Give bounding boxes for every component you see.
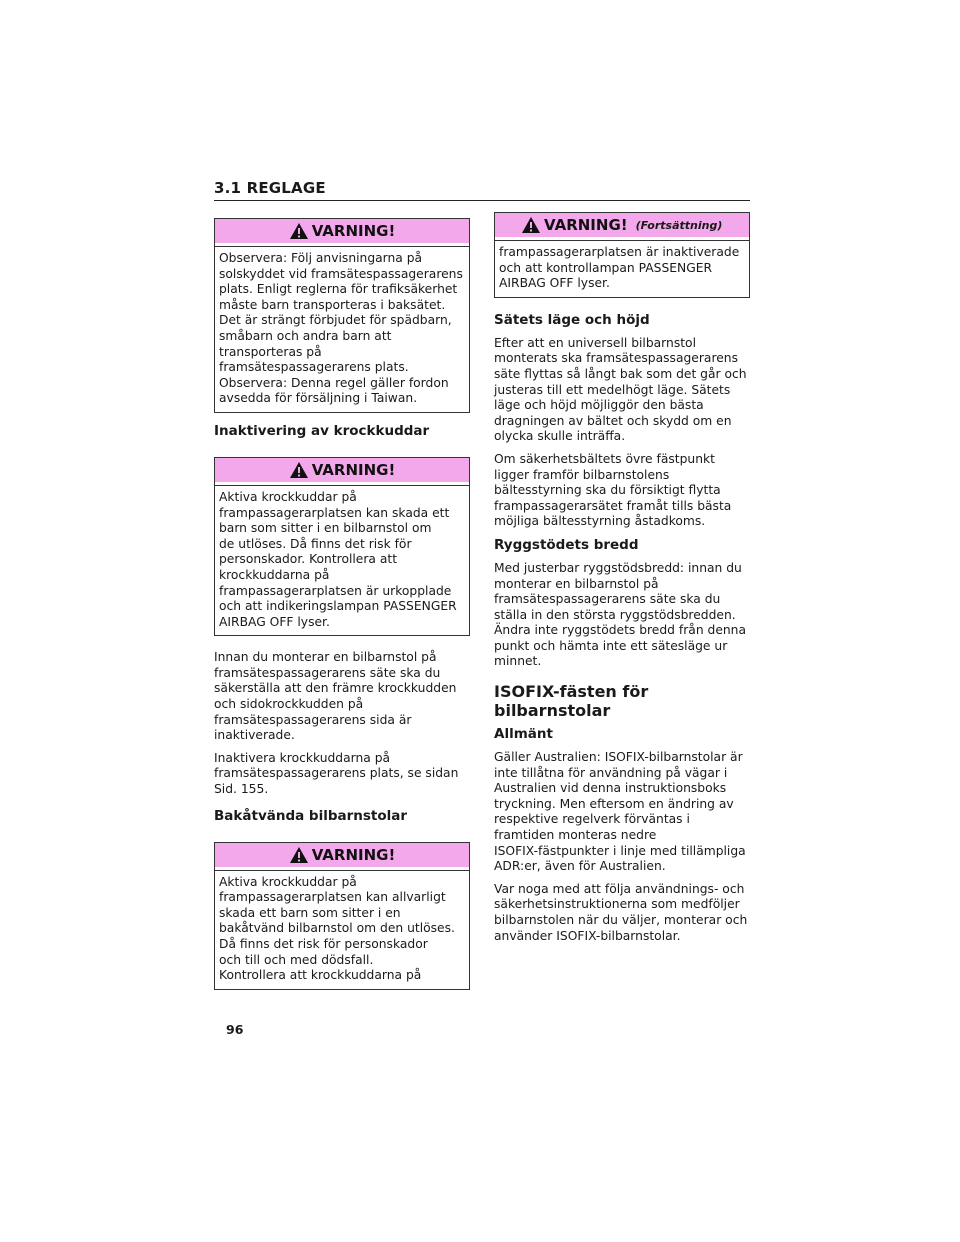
text-line: solskyddet vid framsätespassagerarens: [219, 266, 463, 281]
text-line: de utlöses. Då finns det risk för: [219, 536, 412, 551]
text-line: och att kontrollampan PASSENGER: [499, 260, 713, 275]
text-line: säkerställa att den främre krockkudden: [214, 681, 457, 696]
warning-title: VARNING!: [311, 460, 396, 479]
text-line: frampassagerarplatsen kan skada ett: [219, 505, 450, 520]
paragraph: [214, 751, 470, 798]
text-line: framsätespassagerarens sida är: [214, 712, 412, 727]
warning-box-taiwan: [214, 218, 470, 413]
warning-title: VARNING!: [311, 222, 396, 240]
paragraph: [494, 750, 750, 875]
text-line: Det är strängt förbjudet för spädbarn,: [219, 313, 452, 328]
text-line: ställa in den största ryggstödsbredden.: [494, 607, 736, 622]
text-line: monterar en bilbarnstol på: [494, 576, 659, 591]
text-line: Efter att en universell bilbarnstol: [494, 335, 696, 350]
text-line: bakåtvänd bilbarnstol om den utlöses.: [219, 921, 455, 936]
text-line: Innan du monterar en bilbarnstol på: [214, 650, 437, 665]
text-line: ligger framför bilbarnstolens: [494, 467, 670, 482]
text-line: respektive regelverk förväntas i: [494, 812, 690, 827]
paragraph: [494, 452, 750, 530]
warning-body: [215, 485, 469, 635]
warning-triangle-icon: [289, 846, 309, 864]
text-line: säkerhetsinstruktionerna som medföljer: [494, 897, 740, 912]
text-line: tryckning. Men eftersom en ändring av: [494, 796, 734, 811]
warning-triangle-icon: [521, 216, 541, 234]
text-line: framsätespassagerarens plats.: [219, 360, 409, 375]
heading-backrest-width: Ryggstödets bredd: [494, 536, 639, 553]
heading-seat-position: Sätets läge och höjd: [494, 311, 650, 328]
text-line: Observera: Följ anvisningarna på: [219, 251, 423, 265]
text-line: transporteras på: [219, 344, 322, 359]
text-line: Aktiva krockkuddar på: [219, 874, 357, 889]
text-line: inte tillåtna för användning på vägar i: [494, 765, 728, 780]
page-number: 96: [226, 1022, 244, 1037]
text-line: AIRBAG OFF lyser.: [219, 614, 330, 629]
text-line: ISOFIX-fästpunkter i linje med tillämpliga: [494, 843, 746, 858]
text-line: olycka skulle inträffa.: [494, 429, 626, 444]
heading-isofix: ISOFIX-fästen för bilbarnstolar: [494, 682, 649, 721]
warning-triangle-icon: [289, 222, 309, 240]
text-line: minnet.: [494, 654, 542, 669]
text-line: framsätespassagerarens säte ska du: [494, 592, 721, 607]
heading-airbag-deactivation: Inaktivering av krockkuddar: [214, 422, 430, 439]
warning-box-rear-facing: [214, 842, 470, 990]
paragraph: [494, 882, 750, 944]
paragraph: [494, 561, 750, 670]
text-line: frampassagerarplatsen kan allvarligt: [219, 890, 446, 905]
text-line: skada ett barn som sitter i en: [219, 905, 401, 920]
heading-rear-facing-seats: Bakåtvända bilbarnstolar: [214, 807, 408, 824]
text-line: barn som sitter i en bilbarnstol om: [219, 521, 432, 536]
text-line: läge och höjd möjliggör den bästa: [494, 398, 704, 413]
text-line: möjliga bältesstyrning åstadkoms.: [494, 514, 706, 529]
warning-body: [215, 246, 469, 412]
warning-triangle-icon: [289, 461, 309, 479]
text-line: framtiden monteras nedre: [494, 828, 657, 843]
paragraph: [494, 336, 750, 445]
text-line: framsätespassagerarens säte ska du: [214, 665, 441, 680]
text-line: Gäller Australien: ISOFIX-bilbarnstolar är: [494, 750, 743, 765]
text-line: Observera: Denna regel gäller fordon: [219, 375, 449, 390]
warning-title: VARNING!: [544, 216, 628, 234]
page-reference-link[interactable]: Sid. 155.: [214, 782, 269, 797]
text-line: Ändra inte ryggstödets bredd från denna: [494, 623, 747, 638]
right-column: [494, 212, 750, 951]
text-line: Australien vid denna instruktionsboks: [494, 781, 727, 796]
warning-header: [215, 843, 469, 870]
text-line: måste barn transporteras i baksätet.: [219, 297, 446, 312]
text-line: krockkuddarna på: [219, 567, 330, 582]
text-line: plats. Enligt reglerna för trafiksäkerhet: [219, 282, 458, 297]
left-column: [214, 218, 470, 1000]
section-title: 3.1 REGLAGE: [214, 179, 326, 197]
text-line: ADR:er, även för Australien.: [494, 859, 666, 874]
text-line: använder ISOFIX-bilbarnstolar.: [494, 928, 681, 943]
text-line: frampassagerarsätet framåt tills bästa: [494, 498, 732, 513]
warning-title: VARNING!: [311, 845, 396, 864]
text-line: frampassagerarplatsen är urkopplade: [219, 583, 452, 598]
text-line: inaktiverade.: [214, 728, 295, 743]
heading-general: Allmänt: [494, 726, 553, 743]
text-line: och till och med dödsfall.: [219, 952, 374, 967]
text-line: Med justerbar ryggstödsbredd: innan du: [494, 560, 742, 575]
text-line: Aktiva krockkuddar på: [219, 489, 357, 504]
warning-header: [215, 458, 469, 485]
text-line: och sidokrockkudden på: [214, 697, 364, 712]
warning-box-airbag: [214, 457, 470, 636]
warning-box-continued: [494, 212, 750, 298]
text-line: och att indikeringslampan PASSENGER: [219, 599, 457, 614]
text-line: säte flyttas så långt bak som det går och: [494, 366, 747, 381]
warning-header: [495, 213, 749, 240]
text-line: frampassagerarplatsen är inaktiverade: [499, 245, 740, 259]
text-line: Var noga med att följa användnings- och: [494, 881, 745, 896]
text-line: punkt och hämta inte ett sätesläge ur: [494, 638, 728, 653]
warning-body: [215, 870, 469, 989]
text-line: småbarn och andra barn att: [219, 328, 392, 343]
text-line: Då finns det risk för personskador: [219, 937, 428, 951]
warning-header: [215, 219, 469, 246]
warning-body: [495, 240, 749, 297]
text-line: Inaktivera krockkuddarna på: [214, 750, 391, 765]
text-line: avsedda för försäljning i Taiwan.: [219, 391, 418, 406]
section-header: [214, 178, 750, 201]
text-line: justeras till ett medelhögt läge. Sätets: [494, 382, 731, 397]
text-line: bältesstyrning ska du försiktigt flytta: [494, 483, 721, 498]
text-line: framsätespassagerarens plats, se sidan: [214, 766, 459, 781]
text-line: Kontrollera att krockkuddarna på: [219, 968, 422, 983]
continuation-label: (Fortsättning): [635, 218, 723, 232]
text-line: dragningen av bältet och skydd om en: [494, 413, 732, 428]
text-line: bilbarnstolen när du väljer, monterar och: [494, 913, 748, 927]
text-line: monterats ska framsätespassagerarens: [494, 351, 739, 366]
text-line: personskador. Kontrollera att: [219, 552, 398, 567]
text-line: AIRBAG OFF lyser.: [499, 276, 610, 291]
text-line: Om säkerhetsbältets övre fästpunkt: [494, 451, 715, 466]
paragraph: [214, 650, 470, 744]
